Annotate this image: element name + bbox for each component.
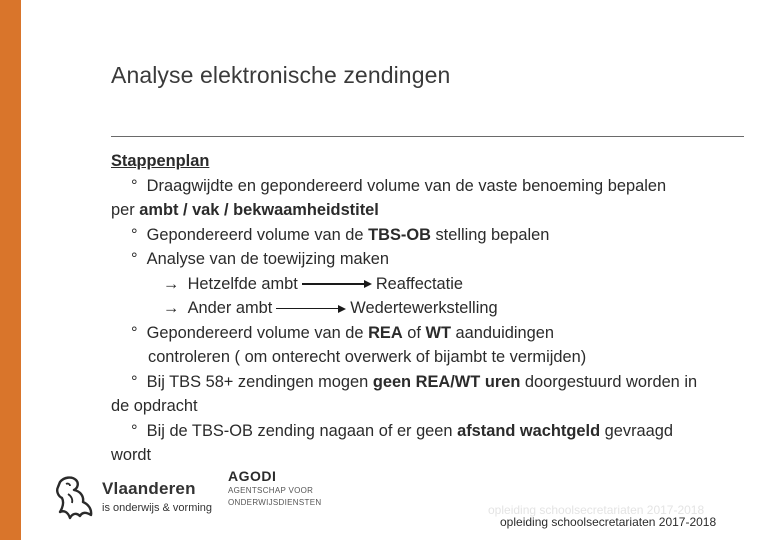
footer-ghost-text: opleiding schoolsecretariaten 2017-2018 xyxy=(488,503,705,517)
list-item-3: ° Analyse van de toewijzing maken xyxy=(131,250,390,268)
title-divider xyxy=(111,136,744,137)
agodi-tagline-1: AGENTSCHAP VOOR xyxy=(228,486,314,495)
connector-arrow-icon xyxy=(302,280,372,288)
agodi-wordmark: AGODI xyxy=(228,468,277,484)
vlaanderen-wordmark: Vlaanderen xyxy=(102,479,196,498)
agodi-tagline-2: ONDERWIJSDIENSTEN xyxy=(228,498,322,507)
accent-sidebar xyxy=(0,0,21,540)
bullet: ° xyxy=(131,225,138,244)
list-item-5-cont: de opdracht xyxy=(111,397,198,415)
sub-item-same-ambt: → Hetzelfde ambt Reaffectatie xyxy=(111,272,751,297)
sub-item-other-ambt: → Ander ambt Wedertewerkstelling xyxy=(111,296,751,321)
bullet: ° xyxy=(131,323,138,342)
bullet: ° xyxy=(131,421,138,440)
slide-content xyxy=(111,149,751,468)
list-item-1: ° Draagwijdte en gepondereerd volume van de vaste benoeming bepalen xyxy=(131,176,667,195)
connector-arrow-icon xyxy=(276,305,346,313)
agodi-logo xyxy=(228,468,321,508)
vlaanderen-logo xyxy=(54,474,214,522)
list-item-6-cont: wordt xyxy=(111,446,152,464)
footer-text: opleiding schoolsecretariaten 2017-2018 xyxy=(500,515,717,529)
section-heading: Stappenplan xyxy=(111,152,210,170)
bullet: ° xyxy=(131,250,138,268)
list-item-6: ° Bij de TBS-OB zending nagaan of er geen afstand wachtgeld gevraagd xyxy=(131,421,673,440)
list-item-4-cont: controleren ( om onterecht overwerk of bijambt te vermijden) xyxy=(148,348,587,366)
bullet: ° xyxy=(131,372,138,391)
bullet: ° xyxy=(131,176,138,195)
list-item-5: ° Bij TBS 58+ zendingen mogen geen REA/WT uren doorgestuurd worden in xyxy=(131,372,698,391)
list-item-1-cont: per ambt / vak / bekwaamheidstitel xyxy=(111,201,379,219)
list-item-4: ° Gepondereerd volume van de REA of WT aanduidingen xyxy=(131,323,554,342)
lion-icon xyxy=(54,474,98,522)
slide-title: Analyse elektronische zendingen xyxy=(111,62,451,88)
arrow-right-icon: → xyxy=(163,274,180,293)
list-item-2: ° Gepondereerd volume van de TBS-OB stelling bepalen xyxy=(131,225,550,244)
vlaanderen-tagline: is onderwijs & vorming xyxy=(102,502,213,514)
arrow-right-icon: → xyxy=(163,299,180,317)
